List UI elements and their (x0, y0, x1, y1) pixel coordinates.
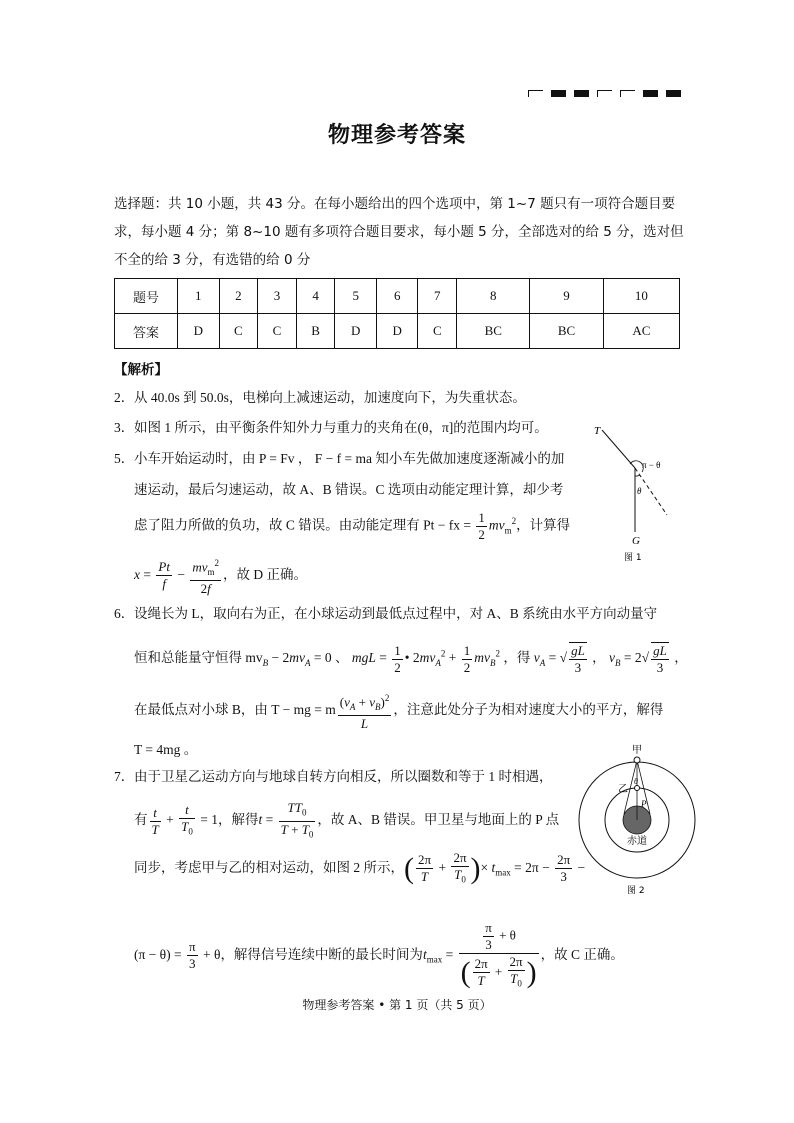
explanation-q6-line2: 恒和总能量守恒得 $mv_B - 2mv_A = 0$ 、 mgL = $\frac{1}{2}$ • $2mv_A^2$ + $\frac{1}{2}$ $mv_B^2$ ，得 $v_A$ = √ $\frac{gL}{3}$ ， $v_B = 2√$ $\frac{gL}{3}$ ， (134, 642, 688, 675)
answer-cell: D (376, 314, 418, 349)
analysis-heading: 【解析】 (114, 362, 168, 378)
force-T-line (602, 430, 635, 468)
satellite-yi (635, 786, 640, 791)
label-T: T (594, 425, 601, 437)
answer-cell: C (219, 314, 258, 349)
table-row (115, 314, 680, 349)
explanation-q5-line4: x = $\frac{Pt}{f}$ − $\frac{mv_m^2}{2f}$ ，故 D 正确。 (134, 558, 307, 596)
figure-2 (572, 740, 702, 900)
row-label-answer: 答案 (115, 314, 178, 349)
page-title: 物理参考答案 (327, 123, 466, 148)
explanation-q3: 3．如图 1 所示，由平衡条件知外力与重力的夹角在(θ，π]的范围内均可。 (114, 420, 548, 435)
explanation-q6-line1: 6．设绳长为 L，取向右为正，在小球运动到最低点过程中，对 A、B 系统由水平方向动量守 (114, 606, 658, 621)
satellite-jia (634, 757, 640, 763)
label-theta: θ (637, 486, 642, 496)
label-yi: 乙 (618, 784, 628, 795)
label-equator: 赤道 (627, 836, 647, 847)
answer-cell: BC (457, 314, 530, 349)
explanation-q5-line1: 5．小车开始运动时，由 P = Fv ， F − f = ma 知小车先做加速度逐渐减小的加 (114, 451, 565, 466)
question-number: 10 (603, 279, 679, 314)
question-number: 6 (376, 279, 418, 314)
question-number: 9 (530, 279, 603, 314)
page-footer: 物理参考答案 • 第 1 页（共 5 页） (302, 998, 492, 1012)
answer-cell: BC (530, 314, 603, 349)
answer-cell: AC (603, 314, 679, 349)
label-jia: 甲 (632, 745, 642, 756)
figure-1 (592, 420, 682, 570)
row-label-number: 题号 (115, 279, 178, 314)
label-pi-theta: π − θ (642, 460, 661, 470)
explanation-q7-line4: (π − θ) = $\frac{\pi}{3}$ + θ，解得信号连续中断的最长时间为$t_{max}$ = $\frac{\pi}{3}$ + θ ( $\frac{2\pi}{T}$ + $\frac{2\pi}{T_0}$ ) ，故 C 正确。 (134, 920, 624, 992)
answer-cell: D (335, 314, 377, 349)
question-number: 7 (418, 279, 457, 314)
question-number: 3 (258, 279, 297, 314)
explanation-q6-line4: T = 4mg 。 (134, 742, 198, 757)
answer-cell: C (258, 314, 297, 349)
angle-arc-2 (635, 475, 640, 476)
explanation-q5-line3: 虑了阻力所做的负功，故 C 错误。由动能定理有 Pt − fx = $\frac{1}{2}$ $mv_m^2$，计算得 (134, 510, 571, 542)
explanation-q7-line2: 有 $\frac{t}{T}$ + $\frac{t}{T_0}$ = 1，解得t = $\frac{TT_0}{T + T_0}$ ，故 A、B 错误。甲卫星与地面上的 P 点 (134, 800, 559, 842)
question-number: 5 (335, 279, 377, 314)
question-number: 4 (296, 279, 335, 314)
question-number: 2 (219, 279, 258, 314)
intro-paragraph: 选择题：共 10 小题，共 43 分。在每小题给出的四个选项中，第 1~7 题只有一项符合题目要求，每小题 4 分；第 8~10 题有多项符合题目要求，每小题 5 分，全部选对的给 5 分，选对但不全的给 3 分，有选错的给 0 分 (114, 196, 684, 268)
table-row (115, 279, 680, 314)
answer-cell: B (296, 314, 335, 349)
question-number: 8 (457, 279, 530, 314)
explanation-q5-line2: 速运动，最后匀速运动，故 A、B 错误。C 选项由动能定理计算，却少考 (134, 482, 564, 497)
answer-cell: D (178, 314, 220, 349)
explanation-q6-line3: 在最低点对小球 B，由 T − mg = m $\frac{(v_A + v_B)^2}{L}$ ，注意此处分子为相对速度大小的平方，解得 (134, 693, 664, 731)
figure-1-caption: 图 1 (624, 553, 642, 563)
registration-marks (528, 90, 681, 97)
explanation-q7-line3: 同步，考虑甲与乙的相对运动，如图 2 所示，( $\frac{2\pi}{T}$ + $\frac{2\pi}{T_0}$ )× $t_{max} = 2\pi$ − $\frac{2\pi}{3}$ − (134, 850, 585, 888)
answer-table (114, 278, 680, 349)
question-number: 1 (178, 279, 220, 314)
figure-2-caption: 图 2 (627, 886, 645, 896)
answer-cell: C (418, 314, 457, 349)
label-P: P (641, 799, 647, 809)
explanation-q7-line1: 7．由于卫星乙运动方向与地球自转方向相反，所以圈数和等于 1 时相遇， (114, 769, 553, 784)
explanation-q2: 2．从 40.0s 到 50.0s，电梯向上减速运动，加速度向下，为失重状态。 (114, 390, 526, 405)
label-theta: θ (634, 777, 638, 786)
label-G: G (632, 535, 640, 547)
